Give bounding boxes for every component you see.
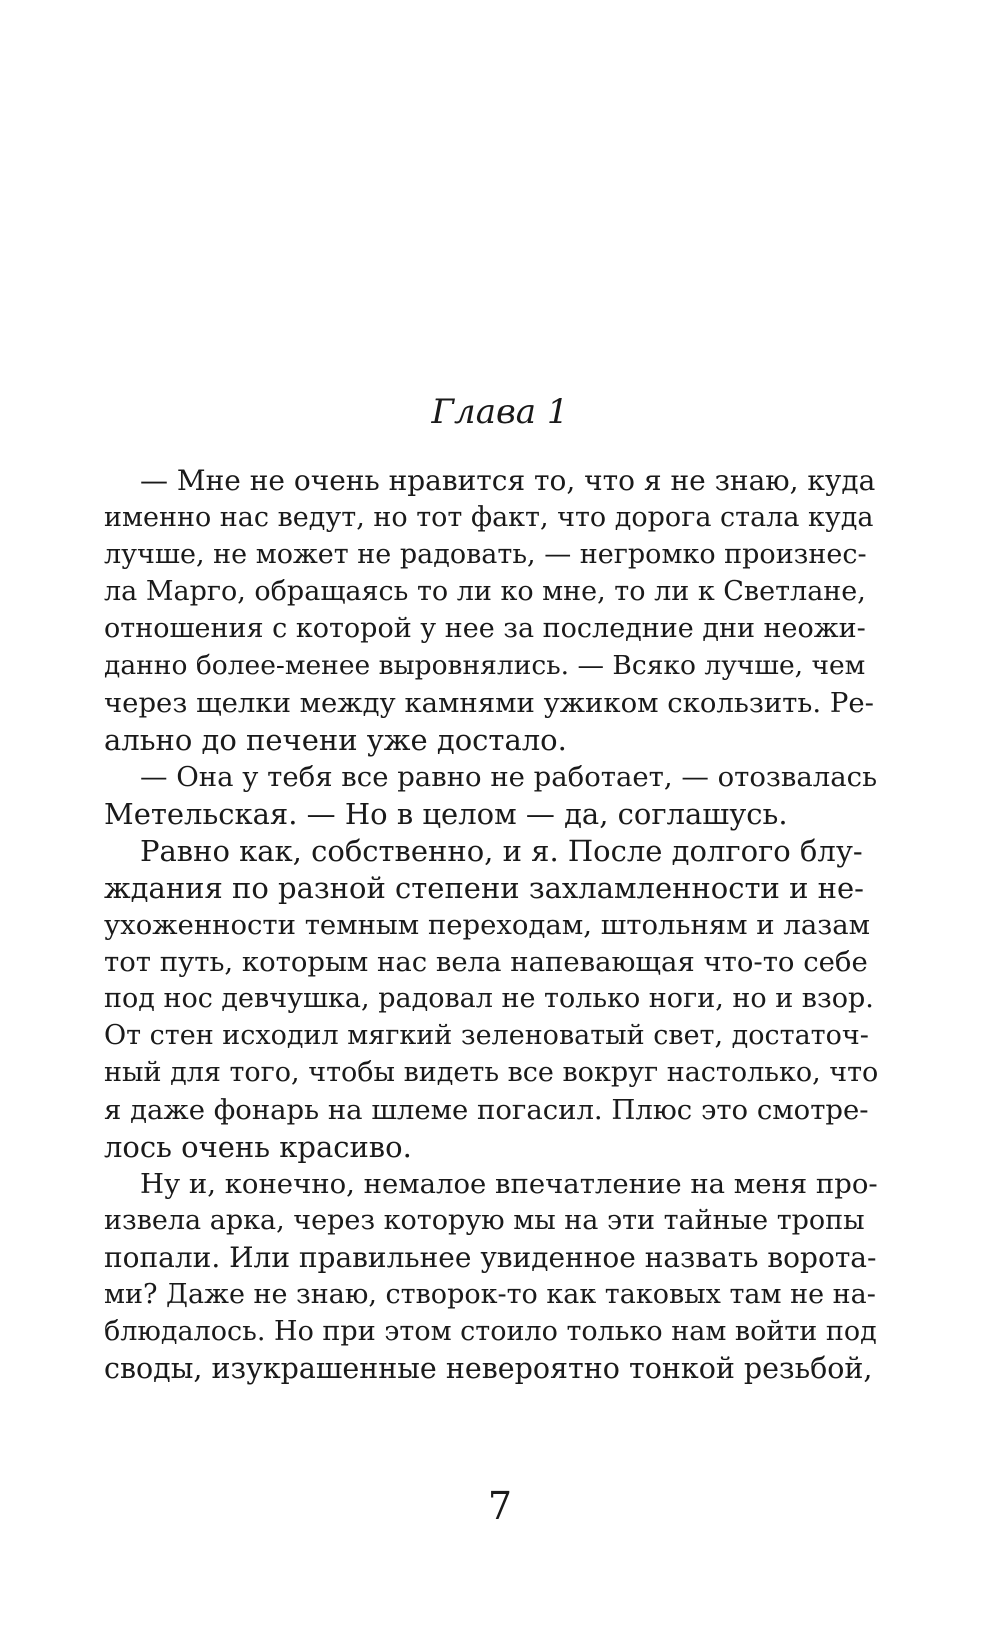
text-line: ухоженности темным переходам, штольням и лазам (104, 909, 870, 941)
text-line: я даже фонарь на шлеме погасил. Плюс это смотре- (104, 1094, 869, 1126)
chapter-title: Глава 1 (431, 392, 569, 432)
text-line: Ну и, конечно, немалое впечатление на меня про- (140, 1168, 878, 1200)
text-line: Равно как, собственно, и я. После долгого блу- (140, 834, 863, 868)
text-line: попали. Или правильнее увиденное назвать ворота- (104, 1241, 877, 1274)
text-line: извела арка, через которую мы на эти тайные тропы (104, 1205, 865, 1236)
text-line: ально до печени уже достало. (104, 723, 567, 757)
text-line: — Мне не очень нравится то, что я не знаю, куда (140, 464, 876, 497)
text-line: ждания по разной степени захламленности и не- (104, 871, 864, 905)
text-line: своды, изукрашенные невероятно тонкой резьбой, (104, 1352, 873, 1385)
text-line: блюдалось. Но при этом стоило только нам войти под (104, 1316, 877, 1347)
text-line: ный для того, чтобы видеть все вокруг настолько, что (104, 1057, 879, 1088)
text-line: лучше, не может не радовать, — негромко произнес- (104, 539, 867, 570)
text-line: — Она у тебя все равно не работает, — отозвалась (140, 761, 878, 793)
text-line: лось очень красиво. (104, 1130, 412, 1164)
text-line: От стен исходил мягкий зеленоватый свет, достаточ- (104, 1020, 869, 1051)
text-line: ла Марго, обращаясь то ли ко мне, то ли к Светлане, (104, 576, 866, 607)
text-line: именно нас ведут, но тот факт, что дорога стала куда (104, 502, 874, 533)
text-line: под нос девчушка, радовал не только ноги, но и взор. (104, 983, 874, 1014)
text-line: Метельская. — Но в целом — да, соглашусь. (104, 797, 788, 831)
text-line: отношения с которой у нее за последние дни неожи- (104, 613, 866, 644)
text-line: тот путь, которым нас вела напевающая что-то себе (104, 946, 868, 978)
text-line: данно более-менее выровнялись. — Всяко лучше, чем (104, 650, 866, 681)
text-line: ми? Даже не знаю, створок-то как таковых там не на- (104, 1279, 876, 1310)
page-number: 7 (487, 1484, 513, 1528)
text-line: через щелки между камнями ужиком скользить. Ре- (104, 687, 874, 719)
